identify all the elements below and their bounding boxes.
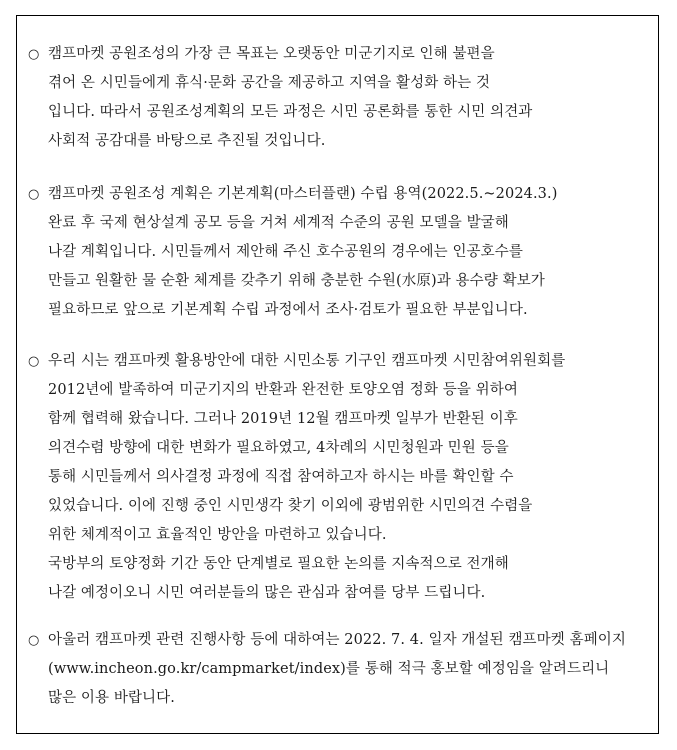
paragraph-line: 겪어 온 시민들에게 휴식·문화 공간을 제공하고 지역을 활성화 하는 것 xyxy=(48,75,491,91)
paragraph-1 xyxy=(28,40,653,156)
paragraph-line: 함께 협력해 왔습니다. 그러나 2019년 12월 캠프마켓 일부가 반환된 이후 xyxy=(48,411,518,427)
paragraph-line: 위한 체계적이고 효율적인 방안을 마련하고 있습니다. xyxy=(48,527,387,543)
line-text: 아울러 캠프마켓 관련 진행사항 등에 대하여는 2022. 7. 4. 일자 개설된 캠프마켓 홈페이지 xyxy=(48,632,627,648)
paragraph-4 xyxy=(28,626,653,713)
paragraph-line: 완료 후 국제 현상설계 공모 등을 거쳐 세계적 수준의 공원 모델을 발굴해 xyxy=(48,215,509,231)
paragraph-line: 필요하므로 앞으로 기본계획 수립 과정에서 조사·검토가 필요한 부분입니다. xyxy=(48,302,528,318)
bullet-circle: ○ xyxy=(28,187,40,202)
paragraph-line: (www.incheon.go.kr/campmarket/index)를 통해 적극 홍보할 예정임을 알려드리니 xyxy=(48,661,610,677)
line-text: 캠프마켓 공원조성 계획은 기본계획(마스터플랜) 수립 용역(2022.5.~2024.3.) xyxy=(48,186,558,202)
paragraph-2 xyxy=(28,180,653,325)
paragraph-line xyxy=(28,347,653,376)
paragraph-line: 2012년에 발족하여 미군기지의 반환과 완전한 토양오염 정화 등을 위하여 xyxy=(48,382,518,398)
bullet-circle: ○ xyxy=(28,47,40,62)
paragraph-line: 통해 시민들께서 의사결정 과정에 직접 참여하고자 하시는 바를 확인할 수 xyxy=(48,469,514,485)
paragraph-line: 나갈 예정이오니 시민 여러분들의 많은 관심과 참여를 당부 드립니다. xyxy=(48,585,486,601)
bullet-circle: ○ xyxy=(28,633,40,648)
paragraph-line: 입니다. 따라서 공원조성계획의 모든 과정은 시민 공론화를 통한 시민 의견과 xyxy=(48,104,533,120)
bullet-circle: ○ xyxy=(28,354,40,369)
paragraph-line: 만들고 원활한 물 순환 체계를 갖추기 위해 충분한 수원(水原)과 용수량 확보가 xyxy=(48,273,545,289)
line-text: 캠프마켓 공원조성의 가장 큰 목표는 오랫동안 미군기지로 인해 불편을 xyxy=(48,46,495,62)
paragraph-line: 국방부의 토양정화 기간 동안 단계별로 필요한 논의를 지속적으로 전개해 xyxy=(48,556,509,572)
paragraph-line: 의견수렴 방향에 대한 변화가 필요하였고, 4차례의 시민청원과 민원 등을 xyxy=(48,440,509,456)
paragraph-line xyxy=(28,180,653,209)
paragraph-line xyxy=(28,626,653,655)
paragraph-line: 있었습니다. 이에 진행 중인 시민생각 찾기 이외에 광범위한 시민의견 수렴을 xyxy=(48,498,533,514)
paragraph-line: 많은 이용 바랍니다. xyxy=(48,690,175,706)
paragraph-line: 나갈 계획입니다. 시민들께서 제안해 주신 호수공원의 경우에는 인공호수를 xyxy=(48,244,523,260)
paragraph-line xyxy=(28,40,653,69)
line-text: 우리 시는 캠프마켓 활용방안에 대한 시민소통 기구인 캠프마켓 시민참여위원회를 xyxy=(48,353,566,369)
paragraph-3 xyxy=(28,347,653,608)
paragraph-line: 사회적 공감대를 바탕으로 추진될 것입니다. xyxy=(48,133,326,149)
